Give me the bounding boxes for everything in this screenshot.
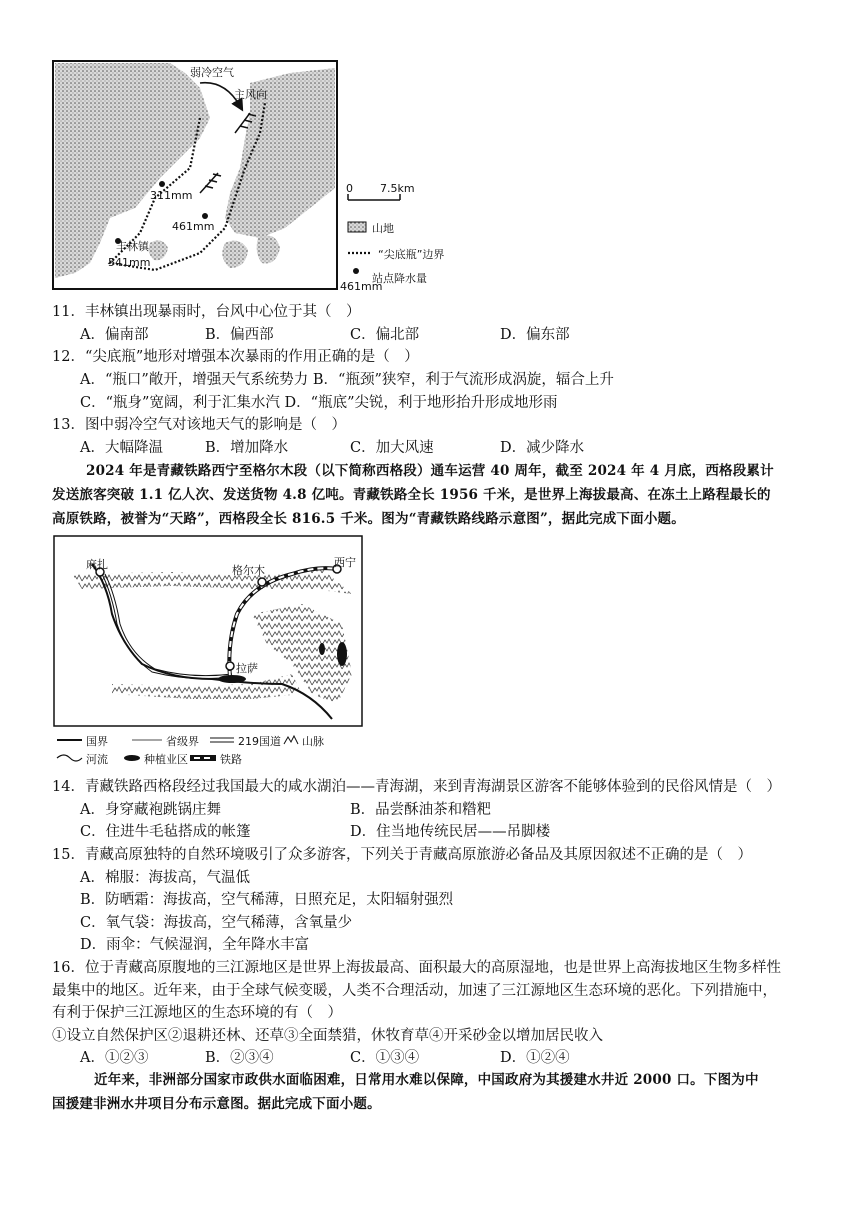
q11-option-b[interactable]: B．偏西部	[205, 327, 274, 343]
q11-options	[80, 325, 780, 345]
legend-river-symbol	[57, 755, 82, 761]
city-lhasa-dot	[226, 662, 234, 670]
q16-stem-line-1: 16．位于青藏高原腹地的三江源地区是世界上海拔最高、面积最大的高原湿地，也是世界上高海拔地区生物多样性	[52, 960, 781, 976]
main-wind-label: 主风向	[234, 88, 267, 101]
city-golmud-label: 格尔木	[232, 564, 265, 577]
legend-boundary-label: “尖底瓶”边界	[378, 248, 445, 261]
q16-option-a[interactable]: A．①②③	[80, 1050, 149, 1066]
q14-options-row-2	[80, 822, 780, 842]
q11-stem: 11．丰林镇出现暴雨时，台风中心位于其（ ）	[52, 304, 361, 320]
scale-zero-label: 0	[346, 182, 353, 195]
q16-stem-line-4: ①设立自然保护区②退耕还林、还草③全面禁猎，休牧育草④开采砂金以增加居民收入	[52, 1028, 603, 1044]
q16-option-c[interactable]: C．①③④	[350, 1050, 420, 1066]
legend-railway-label: 铁路	[220, 753, 242, 766]
q16-options	[80, 1048, 780, 1068]
city-xining-label: 西宁	[334, 556, 356, 569]
passage-1-line-2: 发送旅客突破 1.1 亿人次、发送货物 4.8 亿吨。青藏铁路全长 1956 千米，是世界上海拔最高、在冻土上路程最长的	[52, 487, 771, 503]
q11-option-a[interactable]: A．偏南部	[80, 327, 149, 343]
station-311-label: 311mm	[150, 189, 193, 202]
scale-km-label: 7.5km	[380, 182, 415, 195]
cold-air-label: 弱冷空气	[190, 66, 234, 79]
legend-highway-label: 219国道	[238, 735, 281, 748]
q13-option-c[interactable]: C．加大风速	[350, 440, 434, 456]
station-541-label: 541mm	[108, 256, 151, 269]
passage-2	[52, 1068, 822, 1116]
farm-area-2	[337, 642, 347, 666]
q15-option-a[interactable]: A．棉服：海拔高，气温低	[80, 870, 250, 886]
legend-mountain-symbol	[348, 222, 366, 232]
q11-option-d[interactable]: D．偏东部	[500, 327, 570, 343]
legend-station-label: 站点降水量	[372, 272, 427, 285]
q15-stem: 15．青藏高原独特的自然环境吸引了众多游客，下列关于青藏高原旅游必备品及其原因叙述不正确的是（ ）	[52, 847, 752, 863]
q13-option-d[interactable]: D．减少降水	[500, 440, 585, 456]
q13-option-a[interactable]: A．大幅降温	[80, 440, 163, 456]
passage-1-line-1: 2024 年是青藏铁路西宁至格尔木段（以下简称西格段）通车运营 40 周年，截至 2024 年 4 月底，西格段累计	[86, 463, 774, 479]
q15-option-d[interactable]: D．雨伞：气候湿润，全年降水丰富	[80, 937, 310, 953]
q16-stem-line-2: 最集中的地区。近年来，由于全球气候变暖，人类不合理活动，加速了三江源地区生态环境的恶化。下列措施中，	[52, 983, 777, 999]
q16-stem-line-3: 有利于保护三江源地区的生态环境的有（ ）	[52, 1005, 342, 1021]
map-figure-2	[52, 534, 372, 774]
city-lhasa-label: 拉萨	[236, 662, 258, 675]
legend-province-label: 省级界	[166, 735, 199, 748]
city-maza-label: 麻扎	[86, 558, 108, 571]
q14-option-b[interactable]: B．品尝酥油茶和糌粑	[350, 802, 492, 818]
q16-option-b[interactable]: B．②③④	[205, 1050, 274, 1066]
map-figure-1	[50, 58, 450, 298]
q14-options-row-1	[80, 800, 780, 820]
town-label: 丰林镇	[116, 240, 149, 253]
q15-option-c[interactable]: C．氧气袋：海拔高，空气稀薄，含氧量少	[80, 915, 353, 931]
station-311-dot	[159, 181, 165, 187]
passage-1-line-3: 高原铁路，被誉为“天路”，西格段全长 816.5 千米。图为“青藏铁路线路示意图”，据此完成下面小题。	[52, 511, 685, 527]
farm-area-1	[218, 675, 246, 683]
legend-farm-label: 种植业区	[144, 753, 188, 766]
q14-option-d[interactable]: D．住当地传统民居——吊脚楼	[350, 824, 551, 840]
farm-area-3	[319, 643, 325, 655]
station-461-label: 461mm	[172, 220, 215, 233]
q12-options-row-2[interactable]: C．“瓶身”宽阔，利于汇集水汽 D．“瓶底”尖锐，利于地形抬升形成地形雨	[80, 395, 558, 411]
passage-2-line-1: 近年来，非洲部分国家市政供水面临困难，日常用水难以保障，中国政府为其援建水井近 2000 口。下图为中	[94, 1072, 759, 1088]
q13-stem: 13．图中弱冷空气对该地天气的影响是（ ）	[52, 417, 346, 433]
legend-farm-symbol	[124, 755, 140, 761]
legend-station-symbol	[353, 268, 359, 274]
q14-stem: 14．青藏铁路西格段经过我国最大的咸水湖泊——青海湖，来到青海湖景区游客不能够体验到的民俗风情是（ ）	[52, 779, 781, 795]
q11-option-c[interactable]: C．偏北部	[350, 327, 420, 343]
q12-options-row-1[interactable]: A．“瓶口”敞开，增强天气系统势力 B．“瓶颈”狭窄，利于气流形成涡旋，辐合上升	[80, 372, 614, 388]
passage-1	[52, 459, 822, 531]
q14-option-a[interactable]: A．身穿藏袍跳锅庄舞	[80, 802, 221, 818]
legend-mountains-label: 山脉	[302, 735, 324, 748]
q16-option-d[interactable]: D．①②④	[500, 1050, 570, 1066]
passage-2-line-2: 国援建非洲水井项目分布示意图。据此完成下面小题。	[52, 1096, 381, 1112]
q12-stem: 12．“尖底瓶”地形对增强本次暴雨的作用正确的是（ ）	[52, 349, 419, 365]
q13-option-b[interactable]: B．增加降水	[205, 440, 289, 456]
legend-mountain-label: 山地	[372, 222, 394, 235]
legend-highway-symbol	[210, 738, 234, 742]
q14-option-c[interactable]: C．住进牛毛毡搭成的帐篷	[80, 824, 251, 840]
q13-options	[80, 438, 780, 458]
station-461-dot	[202, 213, 208, 219]
legend-railway-symbol	[190, 755, 216, 761]
legend-station-value: 461mm	[340, 280, 383, 293]
legend-border-label: 国界	[86, 735, 108, 748]
legend-mountains-symbol	[284, 736, 298, 744]
legend-river-label: 河流	[86, 753, 108, 766]
q15-option-b[interactable]: B．防晒霜：海拔高，空气稀薄，日照充足，太阳辐射强烈	[80, 892, 454, 908]
city-golmud-dot	[258, 578, 266, 586]
